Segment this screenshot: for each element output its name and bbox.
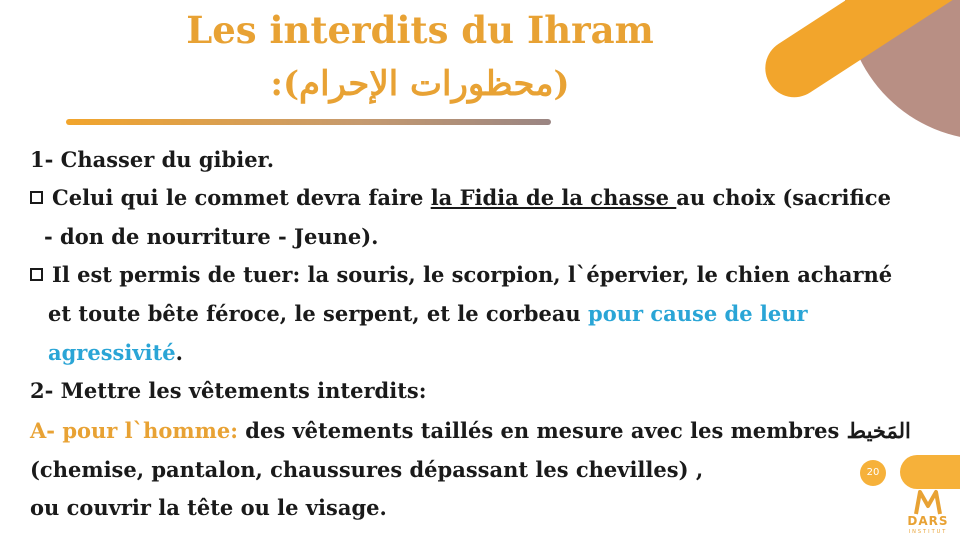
text-pour-homme: A- pour l`homme: — [30, 418, 238, 443]
text-examples: (chemise, pantalon, chaussures dépassant les chevilles) , — [30, 457, 704, 482]
text-aggressivite: agressivité — [48, 340, 176, 365]
bullet-line-permitted — [30, 260, 892, 290]
title-underline — [66, 119, 551, 125]
text-fidia-link: la Fidia de la chasse — [430, 185, 677, 210]
slide-title: Les interdits du Ihram — [186, 8, 654, 52]
text-vetements: des vêtements taillés en mesure avec les membres المَخيط — [237, 418, 911, 443]
text-animals: et toute bête féroce, le serpent, et le corbeau — [48, 301, 589, 326]
line-homme — [30, 416, 911, 446]
text-fidia-continued: - don de nourriture - Jeune). — [44, 224, 379, 249]
text-aggressivite-line — [48, 338, 183, 368]
text-permitted: Il est permis de tuer: la souris, le scorpion, l`épervier, le chien acharné — [52, 262, 893, 287]
checkbox-bullet-icon — [30, 268, 43, 281]
slide-subtitle: (محظورات الإحرام): — [270, 64, 570, 104]
text-fidia-a: Celui qui le commet devra faire — [52, 185, 431, 210]
item-1-heading: 1- Chasser du gibier. — [30, 147, 275, 172]
logo-subtext: INSTITUT — [908, 529, 948, 535]
dars-logo — [898, 488, 958, 538]
page-number: 20 — [860, 460, 886, 486]
text-fidia-b: au choix (sacrifice — [676, 185, 891, 210]
decorative-pill — [900, 455, 960, 489]
item-2-heading: 2- Mettre les vêtements interdits: — [30, 378, 427, 403]
text-period: . — [175, 340, 183, 365]
logo-mark-icon — [898, 488, 958, 516]
logo-text: DARS — [907, 514, 949, 528]
text-couvrir: ou couvrir la tête ou le visage. — [30, 495, 387, 520]
text-permitted-continued — [48, 299, 808, 329]
bullet-line-fidia — [30, 183, 891, 213]
checkbox-bullet-icon — [30, 191, 43, 204]
text-reason: pour cause de leur — [588, 301, 808, 326]
